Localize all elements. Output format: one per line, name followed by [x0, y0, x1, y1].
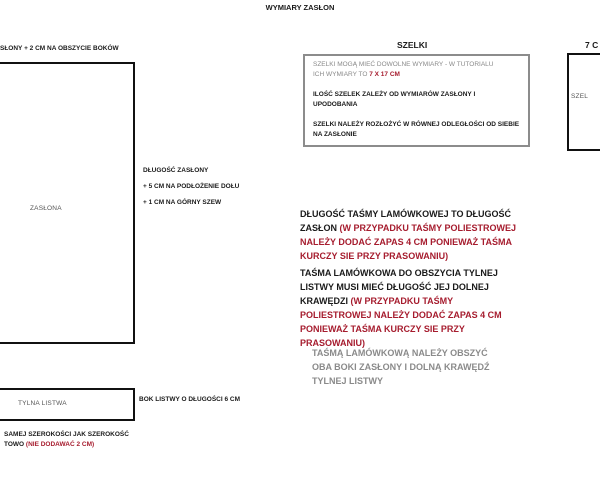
- straps-spacing-text: SZELKI NALEŻY ROZŁOŻYĆ W RÓWNEJ ODLEGŁOŚCI OD SIEBIE NA ZASŁONIE: [313, 121, 520, 138]
- note-back-strip-binding-warning: (W PRZYPADKU TAŚMY POLIESTROWEJ NALEŻY DODAĆ ZAPAS 4 CM PONIEWAŻ TAŚMA KURCZY SIE PRZY PRASOWANIU): [300, 296, 502, 348]
- straps-box: [303, 54, 530, 147]
- note-binding-length-warning: (W PRZYPADKU TAŚMY POLIESTROWEJ NALEŻY DODAĆ ZAPAS 4 CM PONIEWAŻ TAŚMA KURCZY SIE PRZY PRASOWANIU): [300, 223, 517, 261]
- back-strip-width-note: [4, 440, 94, 450]
- straps-size-value: 7 X 17 CM: [369, 71, 400, 78]
- curtain-label: ZASŁONA: [30, 205, 62, 212]
- curtain-length-label: DŁUGOŚĆ ZASŁONY: [143, 167, 209, 174]
- note-back-strip-binding: [300, 266, 522, 350]
- right-partial-rectangle: [567, 53, 600, 151]
- straps-size-text: [313, 60, 525, 80]
- curtain-hem-label: + 5 CM NA PODŁOŻENIE DOŁU: [143, 183, 240, 190]
- right-partial-heading: 7 C: [585, 40, 599, 50]
- straps-heading: SZELKI: [397, 40, 428, 50]
- curtain-top-seam-label: + 1 CM NA GÓRNY SZEW: [143, 199, 222, 206]
- straps-line2: ICH WYMIARY TO: [313, 71, 368, 78]
- right-partial-label: SZEL: [571, 93, 589, 100]
- back-strip-width-label: SAMEJ SZEROKOŚCI JAK SZEROKOŚĆ: [4, 431, 129, 438]
- straps-count-text: ILOŚĆ SZELEK ZALEŻY OD WYMIARÓW ZASŁONY I UPODOBANIA: [313, 91, 476, 108]
- diagram-title: WYMIARY ZASŁON: [265, 3, 335, 12]
- note-back-strip-binding-main: TAŚMA LAMÓWKOWA DO OBSZYCIA TYLNEJ LISTWY MUSI MIEĆ DŁUGOŚĆ JEJ DOLNEJ KRAWĘDZI: [300, 268, 498, 306]
- straps-line1: SZELKI MOGĄ MIEĆ DOWOLNE WYMIARY - W TUTORIALU: [313, 61, 494, 68]
- curtain-width-label: SŁONY + 2 CM NA OBSZYCIE BOKÓW: [0, 45, 119, 52]
- note-binding-sides: TAŚMĄ LAMÓWKOWĄ NALEŻY OBSZYĆ OBA BOKI ZASŁONY I DOLNĄ KRAWĘDŹ TYLNEJ LISTWY: [312, 348, 490, 386]
- back-strip-label: TYLNA LISTWA: [18, 400, 67, 407]
- back-strip-width-suffix: TOWO: [4, 441, 25, 448]
- back-strip-width-warning: (NIE DODAWAĆ 2 CM): [25, 441, 95, 448]
- note-binding-length-main: DŁUGOŚĆ TAŚMY LAMÓWKOWEJ TO DŁUGOŚĆ ZASŁON: [300, 209, 511, 233]
- curtain-rectangle: [0, 62, 135, 344]
- back-strip-rectangle: [0, 388, 135, 421]
- note-binding-length: [300, 207, 522, 263]
- back-strip-side-label: BOK LISTWY O DŁUGOŚCI 6 CM: [139, 396, 240, 403]
